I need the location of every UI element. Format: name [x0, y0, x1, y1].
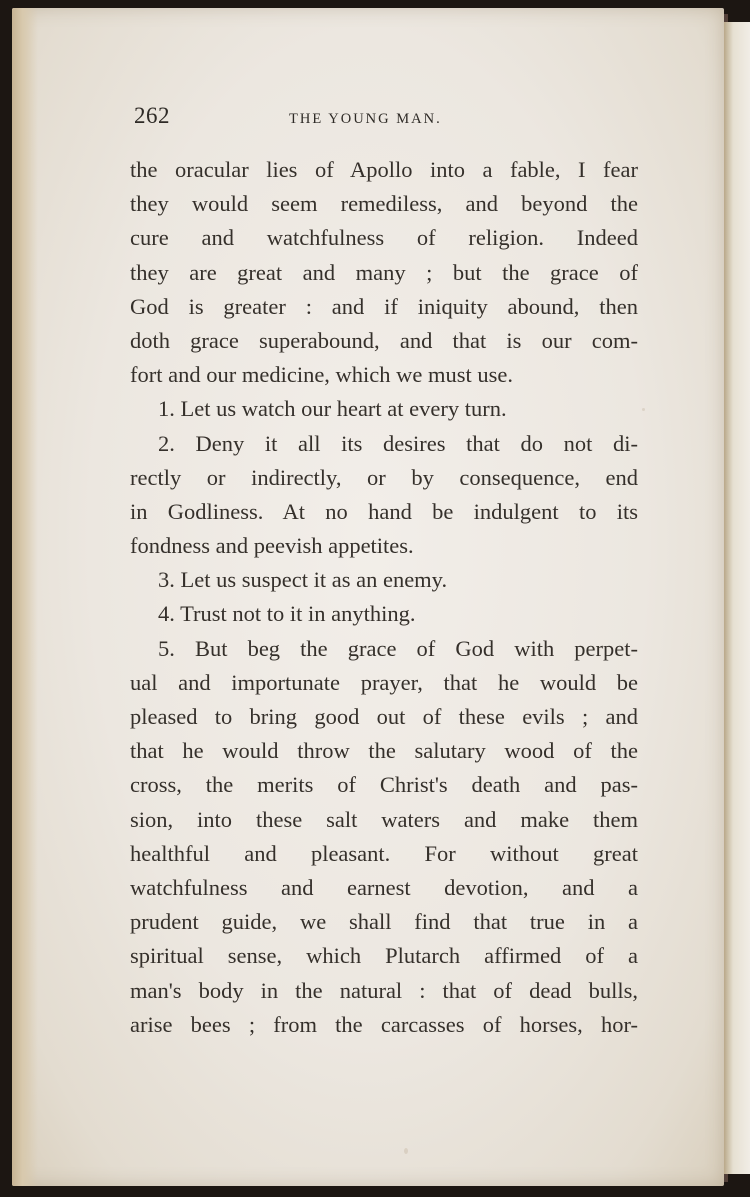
text-line: cure and watchfulness of religion. Indeed: [130, 225, 638, 251]
text-line: the oracular lies of Apollo into a fable, I fear: [130, 157, 638, 182]
text-line: spiritual sense, which Plutarch affirmed of a: [130, 943, 638, 969]
numbered-item-1: 1. Let us watch our heart at every turn.: [158, 396, 507, 422]
text-line: watchfulness and earnest devotion, and a: [130, 874, 638, 900]
text-line: arise bees ; from the carcasses of horses, hor-: [130, 1011, 638, 1037]
paper-fleck: [642, 408, 645, 411]
text-line: fondness and peevish appetites.: [130, 533, 414, 559]
text-line: God is greater : and if iniquity abound, then: [130, 293, 638, 319]
text-line: sion, into these salt waters and make them: [130, 806, 638, 832]
text-line: cross, the merits of Christ's death and pas-: [130, 772, 638, 798]
text-line: in Godliness. At no hand be indulgent to its: [130, 498, 638, 524]
text-line: doth grace superabound, and that is our com-: [130, 327, 638, 353]
page-gutter: [12, 8, 38, 1186]
text-line: they would seem remediless, and beyond the: [130, 191, 638, 217]
text-line: they are great and many ; but the grace of: [130, 259, 638, 285]
text-line: that he would throw the salutary wood of the: [130, 738, 638, 764]
text-line: healthful and pleasant. For without great: [130, 840, 638, 866]
running-head: THE YOUNG MAN.: [289, 111, 442, 127]
text-line: prudent guide, we shall find that true in a: [130, 909, 638, 935]
text-line: man's body in the natural : that of dead bulls,: [130, 977, 638, 1003]
text-line: pleased to bring good out of these evils ; and: [130, 704, 638, 729]
page-body-text: [130, 153, 638, 1042]
paper-fleck: [404, 1148, 408, 1154]
numbered-item-5: 5. But beg the grace of God with perpet-: [158, 635, 638, 661]
page-number: 262: [134, 103, 170, 128]
numbered-item-2: 2. Deny it all its desires that do not di-: [158, 430, 638, 456]
next-page-edge: [724, 22, 750, 1174]
numbered-item-4: 4. Trust not to it in anything.: [158, 601, 416, 627]
text-line: ual and importunate prayer, that he would be: [130, 669, 638, 695]
text-line: rectly or indirectly, or by consequence, end: [130, 464, 638, 490]
text-line: fort and our medicine, which we must use.: [130, 362, 514, 388]
numbered-item-3: 3. Let us suspect it as an enemy.: [158, 567, 448, 593]
page-header: [134, 103, 644, 137]
